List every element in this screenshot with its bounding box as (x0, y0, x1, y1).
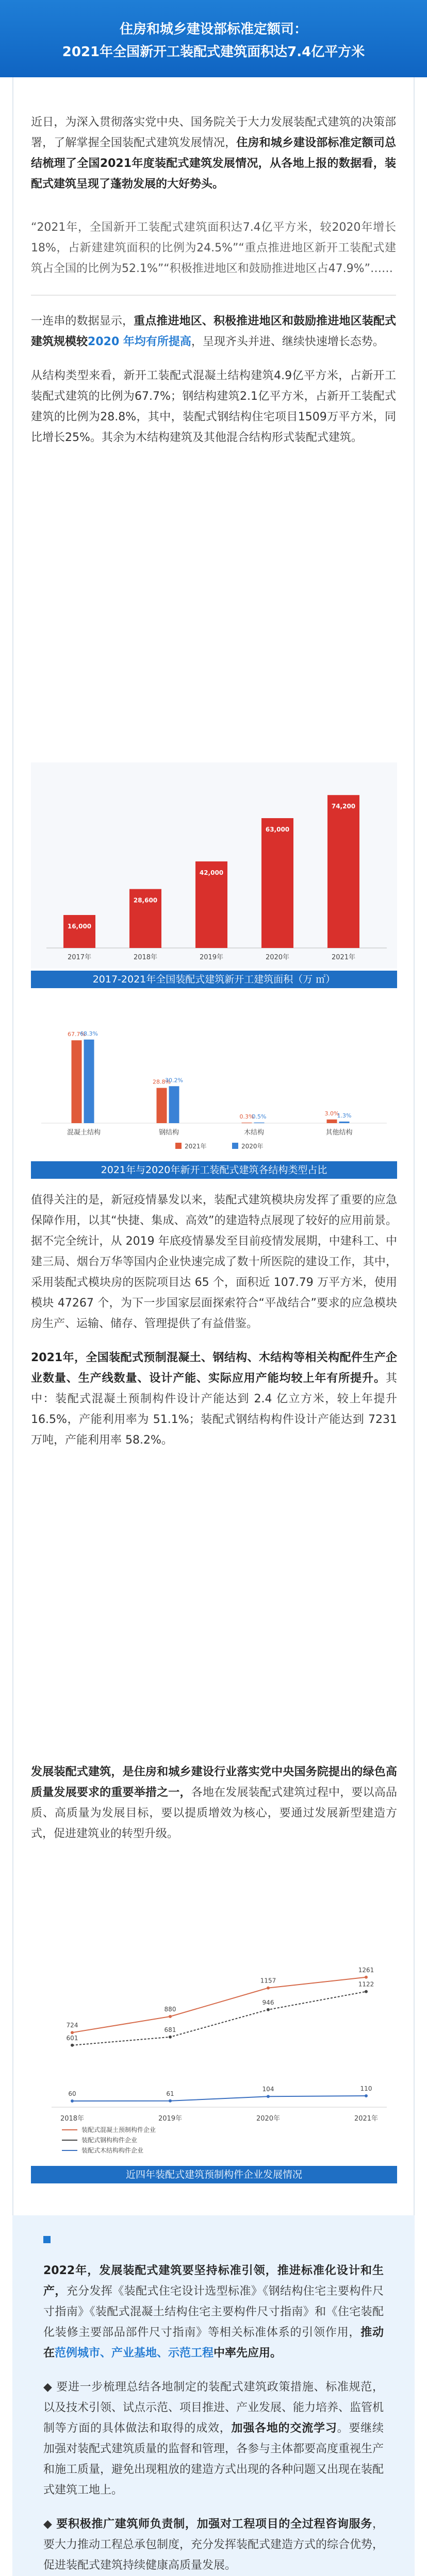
bar-value-label: 63,000 (265, 826, 290, 833)
x-tick-label: 2020年 (265, 954, 290, 961)
point-0-1 (169, 2015, 172, 2018)
chart-enterprises (31, 1942, 397, 2183)
x-tick-label: 2018年 (133, 954, 158, 961)
bar-value-label: 1.3% (337, 1112, 352, 1119)
outlook-paragraph-2: ◆ 要进一步梳理总结各地制定的装配式建筑政策措施、标准规范，以及技术引领、试点示范、项目推进、产业发展、能力培养、监管机制等方面的具体做法和取得的成效，加强各地的交流学习。要继续加强对装配式建筑质量的监督和管理，各参与主体都要高度重视生产和施工质量，避免出现粗放的建造方式出现的各种问题又出现在装配式建筑工地上。 (43, 2381, 384, 2497)
point-1-2 (267, 2008, 270, 2011)
point-value-label: 1261 (358, 1966, 374, 1974)
paragraph-intro: 近日，为深入贯彻落实党中央、国务院关于大力发展装配式建筑的决策部署，了解掌握全国装配式建筑发展情况，住房和城乡建设部标准定额司总结梳理了全国2021年度装配式建筑发展情况，从各地上报的数据看，装配式建筑呈现了蓬勃发展的大好势头。 (31, 116, 396, 191)
chart2-caption: 2021年与2020年新开工装配式建筑各结构类型占比 (31, 1161, 397, 1179)
x-tick-label: 2020年 (256, 2115, 281, 2123)
bar-value-label: 28.8% (153, 1078, 171, 1086)
x-tick-label: 2019年 (199, 954, 224, 961)
article-body (31, 77, 396, 448)
point-value-label: 104 (262, 2086, 274, 2093)
outlook-paragraph-1: 2022年，发展装配式建筑要坚持标准引领，推进标准化设计和生产，充分发挥《装配式住宅设计选型标准》《钢结构住宅主要构件尺寸指南》《装配式混凝土结构住宅主要构件尺寸指南》和《住宅装配化装修主要部品部件尺寸指南》等相关标准体系的引领作用，推动在范例城市、产业基地、示范工程中率先应用。 (43, 2264, 384, 2360)
bar-3-0 (327, 1120, 337, 1123)
paragraph-quote: “2021年，全国新开工装配式建筑面积达7.4亿平方米，较2020年增长18%，占新建建筑面积的比例为24.5%”“重点推进地区新开工装配式建筑占全国的比例为52.1%”“积极推进地区和鼓励推进地区占47.9%”…… (31, 221, 396, 275)
bar-value-label: 74,200 (331, 803, 356, 810)
legend-label: 2021年 (185, 1143, 207, 1150)
point-2-3 (365, 2094, 368, 2097)
point-value-label: 1122 (358, 1980, 374, 1988)
point-value-label: 110 (360, 2085, 372, 2092)
bar-value-label: 28,600 (133, 896, 158, 904)
divider (31, 295, 396, 296)
bar-1-0 (157, 1088, 167, 1123)
legend-label: 装配式钢构构件企业 (81, 2137, 138, 2144)
article-body-3 (31, 1762, 397, 1858)
bar-value-label: 0.5% (252, 1113, 267, 1120)
title-line-1: 住房和城乡建设部标准定额司： (119, 22, 307, 37)
x-tick-label: 混凝土结构 (67, 1129, 101, 1137)
point-2-1 (169, 2099, 172, 2103)
point-value-label: 880 (164, 2006, 176, 2013)
bar-0 (63, 915, 95, 948)
point-value-label: 724 (66, 2022, 78, 2029)
point-1-0 (71, 2044, 74, 2047)
paragraph-modular: 值得关注的是，新冠疫情暴发以来，装配式建筑模块房发挥了重要的应急保障作用，以其“快捷、集成、高效”的建造特点展现了较好的应用前景。据不完全统计，从 2019 年底疫情暴发至目前疫情发展期，中建科工、中建三局、烟台万华等国内企业快速完成了数十所医院的建设工作，其中，采用装配式模块房的医院项目达 65 个，面积近 107.79 万平方米，使用模块 47267 个，为下一步国家层面探索符合“平战结合”要求的应急模块房生产、运输、储存、管理提供了有益借鉴。 (31, 1194, 397, 1330)
paragraph-green: 发展装配式建筑，是住房和城乡建设行业落实党中央国务院提出的绿色高质量发展要求的重要举措之一，各地在发展装配式建筑过程中，要以高品质、高质量为发展目标，要以提质增效为核心，要通过发展新型建造方式，促进建筑业的转型升级。 (31, 1766, 397, 1840)
legend-label: 装配式混凝土预制构件企业 (81, 2126, 156, 2133)
chart1-caption: 2017-2021年全国装配式建筑新开工建筑面积（万 ㎡） (31, 971, 397, 988)
bar-4 (327, 795, 359, 948)
chart-new-area (31, 762, 397, 988)
article-card (12, 77, 415, 1700)
paragraph-structure: 从结构类型来看，新开工装配式混凝土结构建筑4.9亿平方米，占新开工装配式建筑的比例为67.7%；钢结构建筑2.1亿平方米，占新开工装配式建筑的比例为28.8%，其中，装配式钢结构住宅项目1509万平方米，同比增长25%。其余为木结构建筑及其他混合结构形式装配式建筑。 (31, 369, 396, 444)
page-title (21, 18, 406, 63)
bar-value-label: 16,000 (67, 923, 92, 930)
bar-3 (261, 818, 293, 948)
bar-value-label: 42,000 (199, 869, 224, 876)
x-tick-label: 2019年 (158, 2115, 183, 2123)
point-2-0 (71, 2099, 74, 2103)
point-0-2 (267, 1987, 270, 1990)
point-value-label: 681 (164, 2026, 176, 2033)
paragraph-capacity: 2021年，全国装配式预制混凝土、钢结构、木结构等相关构配件生产企业数量、生产线数量、设计产能、实际应用产能均较上年有所提升。其中：装配式混凝土预制构件设计产能达到 2.4 亿立方米，较上年提升 16.5%，产能利用率为 51.1%；装配式钢结构构件设计产能达到 7231 万吨，产能利用率 58.2%。 (31, 1351, 397, 1447)
chart-structure-share (31, 1005, 397, 1179)
bar-1-1 (169, 1086, 179, 1123)
x-tick-label: 木结构 (243, 1129, 265, 1137)
x-tick-label: 2017年 (67, 954, 92, 961)
point-1-1 (169, 2036, 172, 2039)
legend-swatch (175, 1143, 182, 1149)
outlook-paragraph-3: ◆ 要积极推广建筑师负责制，加强对工程项目的全过程咨询服务，要大力推动工程总承包制度，充分发挥装配式建造方式的综合优势，促进装配式建筑持续健康高质量发展。 (43, 2518, 384, 2572)
x-tick-label: 其他结构 (325, 1129, 353, 1137)
paragraph-regions: 一连串的数据显示，重点推进地区、积极推进地区和鼓励推进地区装配式建筑规模较2020 年均有所提高，呈现齐头并进、继续快速增长态势。 (31, 315, 396, 348)
legend-label: 装配式木结构构件企业 (81, 2147, 144, 2154)
x-tick-label: 2021年 (354, 2115, 379, 2123)
bar-0-1 (84, 1040, 94, 1123)
outlook-section (12, 2215, 415, 2576)
point-value-label: 61 (166, 2090, 174, 2097)
bullet-icon: ◆ (43, 2518, 57, 2531)
bar-0-0 (72, 1040, 82, 1123)
point-0-3 (365, 1976, 368, 1979)
point-value-label: 1157 (260, 1977, 276, 1985)
article-card-2 (12, 1700, 415, 2215)
article-body-2 (31, 1190, 397, 1464)
bar-value-label: 0.3% (239, 1113, 254, 1120)
x-tick-label: 2021年 (331, 954, 356, 961)
chart3-caption: 近四年装配式建筑预制构件企业发展情况 (31, 2166, 397, 2183)
bar-value-label: 68.3% (80, 1030, 98, 1037)
legend-label: 2020年 (241, 1143, 264, 1150)
bar-3-1 (339, 1122, 350, 1123)
header-banner (0, 0, 427, 77)
point-1-3 (365, 1990, 368, 1993)
section-marker-icon (43, 2236, 51, 2243)
line-chart-enterprises (31, 1942, 397, 2164)
bar-value-label: 67.7% (68, 1031, 86, 1038)
bullet-icon: ◆ (43, 2381, 57, 2394)
bar-value-label: 3.0% (324, 1110, 339, 1117)
point-value-label: 601 (66, 2034, 78, 2042)
point-value-label: 60 (68, 2090, 76, 2097)
x-tick-label: 2018年 (60, 2115, 85, 2123)
x-tick-label: 钢结构 (158, 1129, 179, 1137)
point-value-label: 946 (262, 1998, 274, 2006)
legend-swatch (232, 1143, 238, 1149)
outlook-body (43, 2261, 384, 2576)
point-2-2 (267, 2095, 270, 2098)
bar-value-label: 30.2% (165, 1077, 183, 1084)
point-0-0 (71, 2031, 74, 2034)
bar-chart-new-area (31, 762, 397, 969)
bar-chart-structure-share (31, 1005, 397, 1159)
title-line-2: 2021年全国新开工装配式建筑面积达7.4亿平方米 (62, 44, 365, 60)
